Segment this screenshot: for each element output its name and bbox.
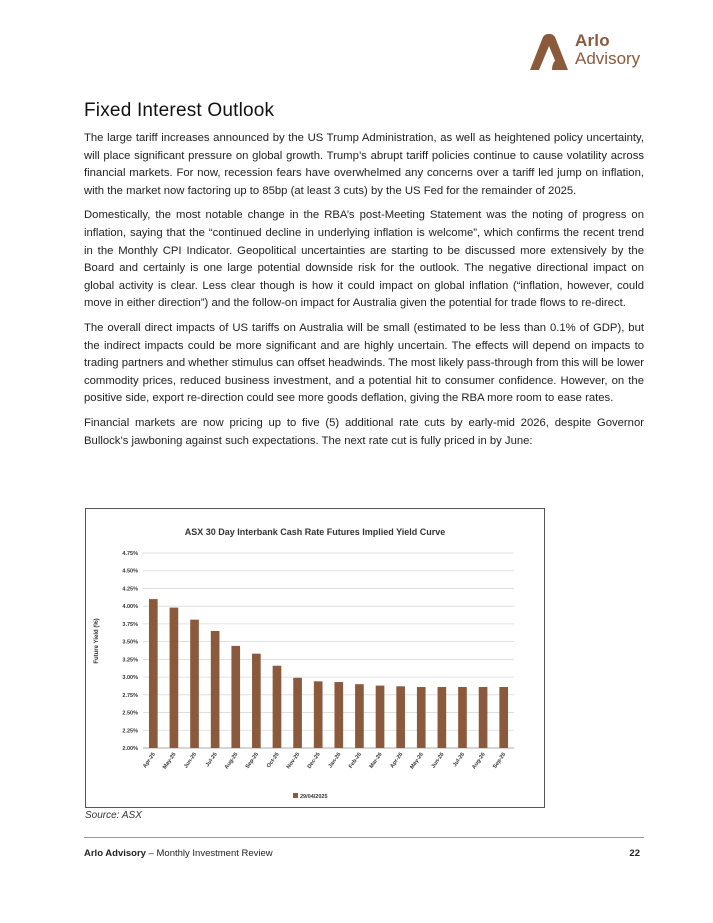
logo-wordmark-line1: Arlo — [575, 31, 610, 50]
logo-wordmark-line2: Advisory — [575, 49, 641, 68]
chart-bar — [438, 687, 447, 748]
chart-bar — [231, 646, 240, 748]
chart-x-tick-label: May-26 — [409, 751, 425, 771]
chart-bar — [376, 686, 385, 748]
chart-y-tick-label: 2.50% — [122, 710, 138, 717]
chart-y-tick-label: 2.25% — [122, 728, 138, 735]
page-title: Fixed Interest Outlook — [84, 100, 275, 121]
chart-x-tick-label: May-25 — [161, 751, 178, 771]
paragraph: Financial markets are now pricing up to five (5) additional rate cuts by early-mid 2026, despite Governor Bullock’s jawboning against such expectations. The next rate cut is fully priced in by June: — [84, 416, 644, 447]
arlo-logo — [528, 32, 648, 72]
chart-x-tick-label: Jul-25 — [204, 751, 219, 769]
chart-bar — [479, 687, 488, 748]
chart-x-tick-label: Jun-26 — [430, 751, 446, 770]
chart-y-tick-label: 3.00% — [122, 675, 138, 682]
chart-x-tick-label: Sep-26 — [492, 751, 508, 770]
chart-y-tick-label: 4.75% — [122, 551, 138, 557]
chart-canvas — [86, 509, 544, 807]
chart-x-tick-label: Mar-26 — [368, 751, 384, 770]
article-body — [84, 130, 644, 457]
chart-bar — [499, 687, 508, 748]
footer-divider — [84, 837, 644, 838]
footer-publication — [84, 848, 273, 859]
yield-curve-chart — [85, 508, 545, 808]
chart-y-tick-label: 4.50% — [122, 568, 138, 575]
arlo-logo-icon — [528, 34, 570, 72]
chart-x-tick-label: Jul-26 — [452, 751, 467, 769]
chart-bar — [170, 608, 179, 748]
chart-y-tick-label: 3.75% — [122, 621, 138, 628]
chart-bar — [252, 654, 261, 748]
chart-y-tick-label: 4.25% — [122, 586, 138, 593]
paragraph: Domestically, the most notable change in the RBA’s post-Meeting Statement was the noting of progress on inflation, saying that the “continued decline in underlying inflation is welcome”, which confirms the recent trend in the Monthly CPI Indicator. Geopolitical uncertainties are starting to be discussed more extensively by the Board and certainly is one large potential downside risk for the outlook. The negative directional impact on global activity is clear. Less clear though is how it could impact on global inflation (“inflation, however, could move in either direction”) and the follow-on impact for Australia given the potential for trade flows to re-direct. — [84, 209, 644, 310]
footer-brand: Arlo Advisory — [84, 848, 146, 859]
chart-y-tick-label: 2.75% — [122, 692, 138, 699]
chart-bar — [211, 631, 220, 748]
chart-bar — [334, 682, 343, 748]
chart-x-tick-label: Apr-25 — [142, 751, 157, 770]
chart-bar — [417, 687, 426, 748]
chart-x-tick-label: Oct-25 — [265, 751, 281, 770]
chart-y-tick-label: 3.25% — [122, 657, 138, 664]
chart-bar — [273, 666, 282, 748]
chart-x-tick-label: Feb-26 — [347, 751, 364, 770]
chart-x-tick-label: Aug-26 — [471, 751, 487, 771]
chart-bar — [396, 686, 405, 748]
chart-title: ASX 30 Day Interbank Cash Rate Futures Implied Yield Curve — [184, 527, 446, 537]
chart-legend-swatch — [293, 793, 298, 798]
footer-publication-name: – Monthly Investment Review — [145, 848, 273, 859]
page-number: 22 — [629, 848, 640, 859]
chart-y-tick-label: 4.00% — [122, 604, 138, 611]
chart-x-tick-label: Nov-25 — [285, 751, 302, 771]
chart-x-tick-label: Apr-26 — [389, 751, 405, 770]
chart-x-tick-label: Jan-26 — [327, 751, 343, 770]
chart-y-tick-label: 2.00% — [122, 746, 138, 752]
paragraph: The overall direct impacts of US tariffs on Australia will be small (estimated to be less than 0.1% of GDP), but the indirect impacts could be more significant and are highly uncertain. The effects will depend on impacts to trading partners and whether stimulus can offset headwinds. The most likely pass-through from this will be lower commodity prices, reduced business investment, and a potential hit to consumer confidence. However, on the positive side, export re-direction could see more goods deflation, giving the RBA more room to ease rates. — [84, 321, 644, 405]
chart-bar — [190, 620, 199, 748]
chart-x-tick-label: Jun-25 — [183, 751, 199, 770]
chart-bar — [314, 681, 323, 748]
chart-source: Source: ASX — [85, 810, 142, 821]
chart-bar — [293, 678, 302, 748]
chart-y-tick-label: 3.50% — [122, 639, 138, 646]
chart-x-tick-label: Sep-25 — [244, 751, 260, 770]
chart-bar — [458, 687, 467, 748]
chart-y-axis-label: Future Yield (%) — [94, 618, 100, 664]
chart-bar — [149, 599, 158, 748]
chart-bar — [355, 684, 364, 748]
paragraph: The large tariff increases announced by the US Trump Administration, as well as heightened policy uncertainty, will place significant pressure on global growth. Trump’s abrupt tariff policies continue to cause volatility across financial markets. For now, recession fears have overwhelmed any concerns over a tariff led jump on inflation, with the market now factoring up to 85bp (at least 3 cuts) by the US Fed for the remainder of 2025. — [84, 132, 644, 197]
chart-x-tick-label: Aug-25 — [223, 751, 240, 771]
chart-x-tick-label: Dec-25 — [306, 751, 322, 770]
chart-legend-label: 29/04/2025 — [300, 794, 328, 800]
